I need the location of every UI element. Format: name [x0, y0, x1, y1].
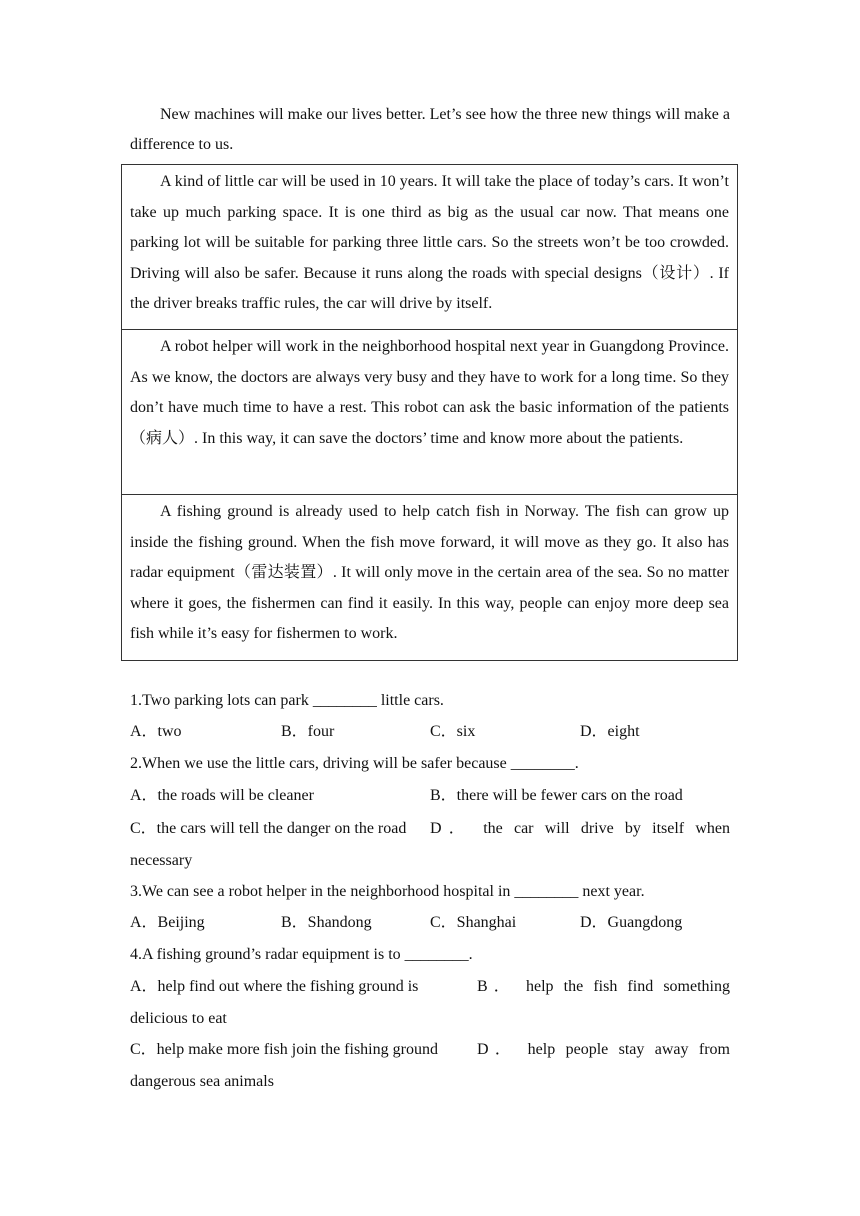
- answer-option[interactable]: C．the cars will tell the danger on the road: [130, 820, 407, 837]
- answer-option[interactable]: B．four: [281, 723, 335, 740]
- intro-text: New machines will make our lives better. Let’s see how the three new things will make a difference to us.: [130, 106, 730, 153]
- answer-option[interactable]: D． help people stay away from: [477, 1041, 730, 1058]
- answer-option-continuation: dangerous sea animals: [130, 1073, 274, 1090]
- answer-option[interactable]: C．six: [430, 723, 476, 740]
- answer-option[interactable]: A．two: [130, 723, 182, 740]
- question-stem: 4.A fishing ground’s radar equipment is to ________.: [130, 946, 473, 963]
- passage-text: A robot helper will work in the neighborhood hospital next year in Guangdong Province. As we know, the doctors are always very busy and they have to work for a long time. So they don’t have much time to have a rest. This robot can ask the basic information of the patients（病人）. In this way, it can save the doctors’ time and know more about the patients.: [130, 338, 729, 447]
- answer-option-continuation: delicious to eat: [130, 1010, 227, 1027]
- answer-option[interactable]: D． the car will drive by itself when: [430, 820, 730, 837]
- answer-option[interactable]: C．Shanghai: [430, 914, 517, 931]
- answer-option[interactable]: D．Guangdong: [580, 914, 683, 931]
- answer-option[interactable]: A．help find out where the fishing ground is: [130, 978, 419, 995]
- passage-table: [121, 164, 738, 661]
- passage-box-robot-helper: [121, 330, 738, 495]
- answer-option[interactable]: B． help the fish find something: [477, 978, 730, 995]
- intro-paragraph: [130, 100, 730, 160]
- answer-option[interactable]: C．help make more fish join the fishing ground: [130, 1041, 438, 1058]
- answer-option[interactable]: B．there will be fewer cars on the road: [430, 787, 683, 804]
- answer-option[interactable]: B．Shandong: [281, 914, 372, 931]
- passage-box-fishing-ground: [121, 495, 738, 661]
- question-stem: 1.Two parking lots can park ________ little cars.: [130, 692, 444, 709]
- passage-box-little-car: [121, 164, 738, 330]
- answer-option[interactable]: A．Beijing: [130, 914, 205, 931]
- answer-option[interactable]: A．the roads will be cleaner: [130, 787, 314, 804]
- passage-text: A fishing ground is already used to help catch fish in Norway. The fish can grow up inside the fishing ground. When the fish move forward, it will move as they go. It also has radar equipment（雷达装置）. It will only move in the certain area of the sea. So no matter where it goes, the fishermen can find it easily. In this way, people can enjoy more deep sea fish while it’s easy for fishermen to work.: [130, 503, 729, 642]
- answer-option[interactable]: D．eight: [580, 723, 640, 740]
- answer-option-continuation: necessary: [130, 852, 193, 869]
- passage-text: A kind of little car will be used in 10 years. It will take the place of today’s cars. It won’t take up much parking space. It is one third as big as the usual car now. That means one parking lot will be suitable for parking three little cars. So the streets won’t be too crowded. Driving will also be safer. Because it runs along the roads with special designs（设计）. If the driver breaks traffic rules, the car will drive by itself.: [130, 173, 729, 312]
- question-stem: 3.We can see a robot helper in the neighborhood hospital in ________ next year.: [130, 883, 645, 900]
- question-stem: 2.When we use the little cars, driving will be safer because ________.: [130, 755, 579, 772]
